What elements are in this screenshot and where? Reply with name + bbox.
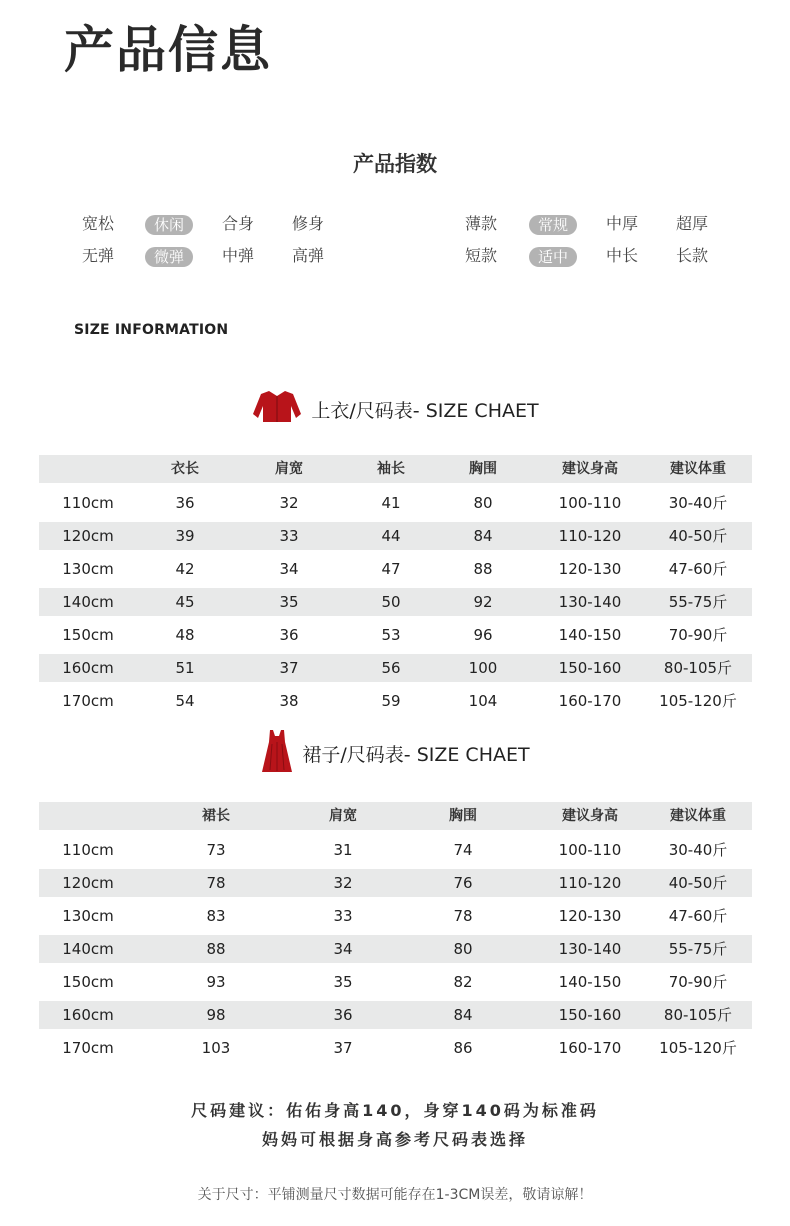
table-cell: 92 — [473, 593, 493, 611]
table-cell: 47-60斤 — [668, 907, 728, 925]
table-cell: 78 — [453, 907, 473, 925]
skirt-size-table-title-text: 裙子/尺码表- SIZE CHAET — [302, 744, 530, 766]
fit-option: 修身 — [291, 214, 324, 233]
table-cell: 100-110 — [558, 494, 622, 512]
table-cell: 33 — [333, 907, 353, 925]
table-cell: 47-60斤 — [668, 560, 728, 578]
table-cell: 50 — [381, 593, 401, 611]
table-header-cell: 建议体重 — [670, 461, 726, 477]
size-cell: 120cm — [62, 527, 114, 545]
table-cell: 56 — [381, 659, 401, 677]
table-row — [39, 489, 752, 517]
table-cell: 45 — [175, 593, 195, 611]
table-row — [39, 654, 752, 682]
table-cell: 31 — [333, 841, 353, 859]
table-cell: 98 — [206, 1006, 226, 1024]
table-header-cell: 建议体重 — [670, 808, 726, 824]
size-cell: 170cm — [62, 692, 114, 710]
table-cell: 140-150 — [558, 973, 622, 991]
table-cell: 84 — [473, 527, 493, 545]
table-cell: 80-105斤 — [663, 659, 733, 677]
red-dress-icon — [260, 728, 294, 779]
table-cell: 130-140 — [558, 593, 622, 611]
table-cell: 44 — [381, 527, 401, 545]
size-cell: 110cm — [62, 494, 114, 512]
table-cell: 76 — [453, 874, 473, 892]
table-cell: 54 — [175, 692, 195, 710]
table-cell: 82 — [453, 973, 473, 991]
table-cell: 150-160 — [558, 1006, 622, 1024]
table-header-row — [39, 455, 752, 483]
thickness-option: 超厚 — [675, 214, 708, 233]
table-cell: 30-40斤 — [668, 494, 728, 512]
table-cell: 110-120 — [558, 527, 622, 545]
top-size-table-title — [0, 388, 790, 431]
size-cell: 130cm — [62, 907, 114, 925]
table-header-cell: 衣长 — [171, 461, 199, 477]
table-cell: 88 — [473, 560, 493, 578]
table-cell: 80 — [473, 494, 493, 512]
table-header-cell: 建议身高 — [562, 461, 618, 477]
size-cell: 120cm — [62, 874, 114, 892]
table-cell: 55-75斤 — [668, 940, 728, 958]
size-cell: 140cm — [62, 593, 114, 611]
table-cell: 53 — [381, 626, 401, 644]
table-cell: 70-90斤 — [668, 626, 728, 644]
table-row — [39, 902, 752, 930]
table-cell: 36 — [333, 1006, 353, 1024]
elastic-option: 无弹 — [81, 246, 114, 265]
table-cell: 30-40斤 — [668, 841, 728, 859]
table-cell: 38 — [279, 692, 299, 710]
size-cell: 150cm — [62, 973, 114, 991]
table-cell: 74 — [453, 841, 473, 859]
table-cell: 84 — [453, 1006, 473, 1024]
table-header-cell: 胸围 — [469, 461, 497, 477]
fit-option: 合身 — [221, 214, 254, 233]
table-row — [39, 621, 752, 649]
table-cell: 42 — [175, 560, 195, 578]
table-header-cell: 建议身高 — [562, 808, 618, 824]
table-cell: 35 — [279, 593, 299, 611]
length-option: 短款 — [464, 246, 497, 265]
size-information-label: SIZE INFORMATION — [74, 322, 229, 338]
elastic-option-selected: 微弹 — [145, 247, 193, 267]
table-header-cell: 裙长 — [202, 808, 230, 824]
table-cell: 37 — [279, 659, 299, 677]
table-cell: 130-140 — [558, 940, 622, 958]
size-cell: 140cm — [62, 940, 114, 958]
table-cell: 47 — [381, 560, 401, 578]
size-advice-line-1: 尺码建议：佑佑身高140，身穿140码为标准码 — [191, 1101, 599, 1120]
table-cell: 96 — [473, 626, 493, 644]
fit-option-selected: 休闲 — [145, 215, 193, 235]
table-cell: 34 — [333, 940, 353, 958]
table-cell: 40-50斤 — [668, 874, 728, 892]
table-header-cell: 袖长 — [377, 461, 405, 477]
table-cell: 48 — [175, 626, 195, 644]
size-cell: 150cm — [62, 626, 114, 644]
table-row — [39, 968, 752, 996]
table-header-cell — [38, 802, 138, 830]
table-cell: 32 — [333, 874, 353, 892]
table-header-cell: 胸围 — [449, 808, 477, 824]
length-option: 长款 — [675, 246, 708, 265]
table-cell: 160-170 — [558, 1039, 622, 1057]
top-size-table-title-text: 上衣/尺码表- SIZE CHAET — [311, 400, 539, 422]
table-row — [39, 869, 752, 897]
size-cell: 160cm — [62, 1006, 114, 1024]
table-cell: 140-150 — [558, 626, 622, 644]
size-advice-line-2: 妈妈可根据身高参考尺码表选择 — [261, 1130, 528, 1149]
table-cell: 36 — [279, 626, 299, 644]
skirt-size-table-title — [0, 728, 790, 779]
thickness-option-selected: 常规 — [529, 215, 577, 235]
table-header-row — [39, 802, 752, 830]
table-cell: 88 — [206, 940, 226, 958]
table-cell: 39 — [175, 527, 195, 545]
table-cell: 40-50斤 — [668, 527, 728, 545]
red-jacket-icon — [251, 388, 303, 431]
size-cell: 130cm — [62, 560, 114, 578]
table-cell: 51 — [175, 659, 195, 677]
table-cell: 160-170 — [558, 692, 622, 710]
table-header-cell — [38, 455, 138, 483]
table-cell: 105-120斤 — [659, 1039, 737, 1057]
table-cell: 110-120 — [558, 874, 622, 892]
table-row — [39, 588, 752, 616]
table-cell: 36 — [175, 494, 195, 512]
table-cell: 93 — [206, 973, 226, 991]
table-cell: 37 — [333, 1039, 353, 1057]
table-cell: 73 — [206, 841, 226, 859]
table-row — [39, 1034, 752, 1062]
table-cell: 100 — [468, 659, 498, 677]
table-cell: 34 — [279, 560, 299, 578]
table-cell: 103 — [201, 1039, 231, 1057]
fit-option: 宽松 — [81, 214, 114, 233]
table-cell: 80-105斤 — [663, 1006, 733, 1024]
table-cell: 59 — [381, 692, 401, 710]
measurement-note: 关于尺寸：平铺测量尺寸数据可能存在1-3CM误差，敬请谅解！ — [197, 1187, 593, 1203]
table-cell: 33 — [279, 527, 299, 545]
table-row — [39, 836, 752, 864]
table-cell: 120-130 — [558, 560, 622, 578]
table-cell: 55-75斤 — [668, 593, 728, 611]
table-cell: 80 — [453, 940, 473, 958]
table-row — [39, 687, 752, 715]
table-cell: 150-160 — [558, 659, 622, 677]
page-title: 产品信息 — [64, 21, 272, 79]
table-row — [39, 1001, 752, 1029]
table-cell: 78 — [206, 874, 226, 892]
table-cell: 83 — [206, 907, 226, 925]
table-header-cell: 肩宽 — [275, 461, 303, 477]
table-row — [39, 522, 752, 550]
length-option: 中长 — [605, 246, 638, 265]
size-cell: 110cm — [62, 841, 114, 859]
thickness-option: 中厚 — [605, 214, 638, 233]
table-row — [39, 935, 752, 963]
table-cell: 86 — [453, 1039, 473, 1057]
table-cell: 104 — [468, 692, 498, 710]
table-cell: 41 — [381, 494, 401, 512]
table-cell: 70-90斤 — [668, 973, 728, 991]
table-cell: 105-120斤 — [659, 692, 737, 710]
size-cell: 160cm — [62, 659, 114, 677]
product-index-title: 产品指数 — [353, 152, 437, 176]
elastic-option: 中弹 — [221, 246, 254, 265]
table-row — [39, 555, 752, 583]
table-header-cell: 肩宽 — [329, 808, 357, 824]
length-option-selected: 适中 — [529, 247, 577, 267]
table-cell: 32 — [279, 494, 299, 512]
table-cell: 120-130 — [558, 907, 622, 925]
table-cell: 100-110 — [558, 841, 622, 859]
table-cell: 35 — [333, 973, 353, 991]
elastic-option: 高弹 — [291, 246, 324, 265]
thickness-option: 薄款 — [464, 214, 497, 233]
size-cell: 170cm — [62, 1039, 114, 1057]
